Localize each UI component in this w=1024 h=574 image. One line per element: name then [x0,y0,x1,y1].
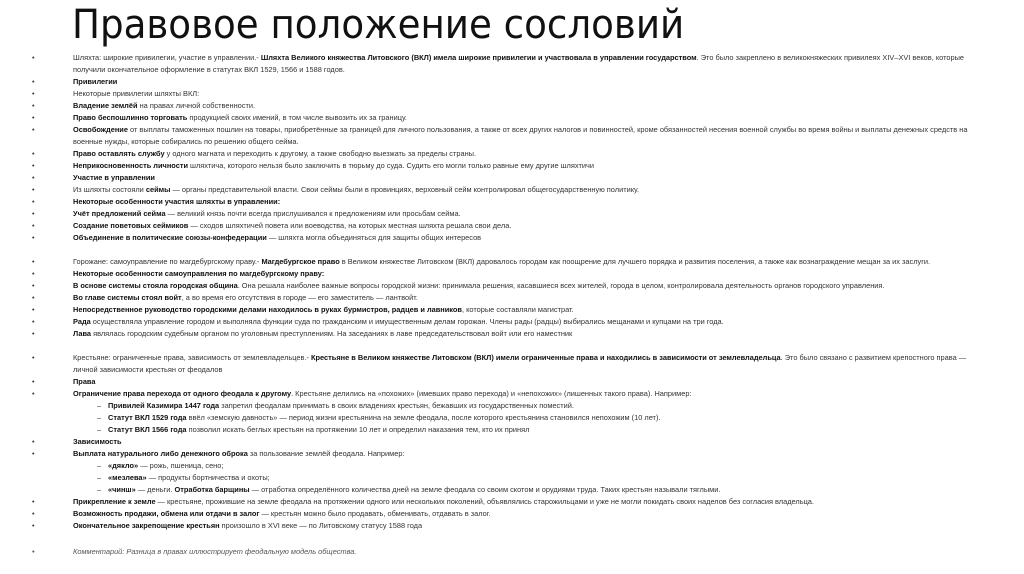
text: — органы представительной власти. Свои сеймы были в провинциях, верховный сейм контролировал общегосударственную политику. [170,185,640,194]
text: произошло в XVI веке — по Литовскому статусу 1588 года [219,521,423,530]
spacer [0,340,1000,352]
list-item [0,316,1000,328]
text: — крестьян можно было продавать, обменивать, отдавать в залог. [259,509,491,518]
list-item [0,196,1000,208]
list-item [0,208,1000,220]
bullet-marker: • [32,221,35,230]
bullet-marker: • [32,497,35,506]
sub-list-item [0,460,1000,472]
bold-text: Создание поветовых сеймиков [73,221,189,230]
text: — рожь, пшеница, сено; [138,461,224,470]
text: позволил искать беглых крестьян на протяжении 10 лет и определил наказания тем, кто их принял [186,425,530,434]
bold-text: Зависимость [73,437,122,446]
bullet-marker: • [32,149,35,158]
text: — шляхта могла объединяться для защиты общих интересов [266,233,482,242]
slide-title: Правовое положение сословий [72,2,685,48]
bold-text: Неприкосновенность личности [73,161,188,170]
sub-list-item [0,412,1000,424]
list-item [0,520,1000,532]
dash-marker: – [97,413,102,422]
bold-text: Крестьяне в Великом княжестве Литовском (ВКЛ) имели ограниченные права и находились в зависимости от землевладельца [311,353,781,362]
bullet-marker: • [32,293,35,302]
list-item [0,304,1000,316]
text: Крестьяне: ограниченные права, зависимость от землевладельцев.- [73,353,312,362]
text: — сходов шляхтичей повета или воеводства, на которых местная шляхта решала свои дела. [188,221,512,230]
bullet-marker: • [32,281,35,290]
bullet-marker: • [32,53,35,62]
bullet-marker: • [32,437,35,446]
bold-text: Права [73,377,96,386]
text: . Это было закреплено в великокняжеских привилеях XIV–XVI веков, которые получили окончательное оформление в статутах ВКЛ 1529, 1566 и 1588 годов. [73,53,965,74]
list-item [0,496,1000,508]
bullet-marker: • [32,305,35,314]
text: у одного магната и переходить к другому, а также свободно выезжать за пределы страны. [164,149,477,158]
list-item [0,52,1000,76]
bold-text: Право оставлять службу [73,149,165,158]
bold-text: Учёт предложений сейма [73,209,166,218]
bullet-marker: • [32,77,35,86]
bullet-marker: • [32,125,35,134]
spacer [0,532,1000,546]
text: Из шляхты состояли [73,185,146,194]
bold-text: «чинш» [108,485,136,494]
bullet-marker: • [32,377,35,386]
bold-text: «дякло» [108,461,139,470]
list-item [0,76,1000,88]
text: — крестьяне, прожившие на земле феодала на протяжении одного или нескольких поколений, объявлялись старожильцами и уже не могли покидать своих наделов без согласия владельца. [155,497,814,506]
bold-text: Магдебургское право [261,257,340,266]
bullet-marker: • [32,113,35,122]
bullet-marker: • [32,173,35,182]
text: являлась городским судебным органом по уголовным преступлениям. На заседаниях в лаве председательствовал войт или его наместник [91,329,573,338]
list-item [0,112,1000,124]
sub-list-item [0,484,1000,496]
list-item [0,220,1000,232]
bullet-marker: • [32,317,35,326]
text: Комментарий: Разница в правах иллюстрирует феодальную модель общества. [73,547,357,556]
text: шляхтича, которого нельзя было заключить в тюрьму до суда. Судить его могли только равные ему другие шляхтичи [188,161,594,170]
bold-text: Ограничение права перехода от одного феодала к другому [73,389,292,398]
bold-text: Право беспошлинно торговать [73,113,188,122]
bold-text: Лава [73,329,92,338]
dash-marker: – [97,401,102,410]
text: , а во время его отсутствия в городе — его заместитель — лантвойт. [181,293,418,302]
text: Шляхта: широкие привилегии, участие в управлении.- [73,53,261,62]
bold-text: Шляхта Великого княжества Литовского (ВКЛ) имела широкие привилегии и участвовала в управлении государством [260,53,697,62]
list-item [0,268,1000,280]
sub-list-item [0,472,1000,484]
dash-marker: – [97,473,102,482]
sub-list-item [0,424,1000,436]
bullet-marker: • [32,101,35,110]
bullet-marker: • [32,389,35,398]
list-item [0,508,1000,520]
list-item [0,292,1000,304]
text: . Это было связано с развитием крепостного права — личной зависимости крестьян от феодалов [73,353,967,374]
text: запретил феодалам принимать в своих владениях крестьян, бежавших из государственных поместий. [219,401,574,410]
bold-text: Непосредственное руководство городскими делами находилось в руках бурмистров, радцев и лавников [73,305,462,314]
bullet-marker: • [32,89,35,98]
bold-text: Прикрепление к земле [73,497,156,506]
bullet-marker: • [32,197,35,206]
bullet-marker: • [32,161,35,170]
bold-text: Привилегии [73,77,118,86]
list-item [0,388,1000,400]
text: — великий князь почти всегда прислушивался к предложениям или просьбам сейма. [165,209,461,218]
list-item [0,184,1000,196]
text: . Крестьяне делились на «похожих» (имевших право перехода) и «непохожих» (лишенных такого права). Например: [291,389,692,398]
bold-text: Отработка барщины [174,485,250,494]
text: от выплаты таможенных пошлин на товары, приобретённые за границей для личного пользования, а также от всех других налогов и повинностей, кроме обязанностей несения военной службы во время войны и выплаты денежных средств на военные нужды, которые собирались по решению общего сейма. [73,125,968,146]
dash-marker: – [97,461,102,470]
text: продукцией своих имений, в том числе вывозить их за границу. [187,113,407,122]
list-item [0,352,1000,376]
bold-text: Некоторые особенности участия шляхты в управлении: [73,197,281,206]
list-item [0,88,1000,100]
bullet-marker: • [32,353,35,362]
list-item [0,436,1000,448]
text: — продукты бортничества и охоты; [146,473,270,482]
list-item [0,280,1000,292]
list-item [0,148,1000,160]
bold-text: Возможность продажи, обмена или отдачи в залог [73,509,260,518]
bold-text: «мезлева» [108,473,147,482]
text: — отработка определённого количества дней на земле феодала со своим скотом и орудиями труда. Таких крестьян называли тяглыми. [249,485,721,494]
text: ввёл «земскую давность» — период жизни крестьянина на земле феодала, после которого крестьянина становился непохожим (10 лет). [186,413,661,422]
bullet-marker: • [32,233,35,242]
list-item [0,232,1000,244]
bold-text: сеймы [145,185,171,194]
bold-text: Во главе системы стоял войт [73,293,182,302]
text: осуществляла управление городом и выполняла функции суда по гражданским и имущественным делам горожан. Члены рады (радцы) выбирались мещанами и купцами на три года. [90,317,724,326]
text: . Она решала наиболее важные вопросы городской жизни: принимала решения, касавшиеся всех жителей, города в целом, контролировала деятельность органов городского управления. [237,281,885,290]
text: за пользование землёй феодала. Например: [247,449,405,458]
bullet-marker: • [32,185,35,194]
bullet-marker: • [32,521,35,530]
list-item [0,100,1000,112]
bold-text: Привилей Казимира 1447 года [108,401,220,410]
text: , которые составляли магистрат. [461,305,574,314]
bold-text: Владение землёй [73,101,138,110]
sub-list-item [0,400,1000,412]
bold-text: Участие в управлении [73,173,155,182]
list-item [0,172,1000,184]
bold-text: Статут ВКЛ 1566 года [108,425,187,434]
bullet-marker: • [32,329,35,338]
bold-text: Окончательное закрепощение крестьян [73,521,220,530]
text: Горожане: самоуправление по магдебургскому праву.- [73,257,262,266]
spacer [0,244,1000,256]
dash-marker: – [97,485,102,494]
text: в Великом княжестве Литовском (ВКЛ) даровалось городам как поощрение для лучшего порядка и развития поселения, а также как вознаграждение мещан за их заслуги. [339,257,931,266]
bullet-marker: • [32,257,35,266]
bullet-marker: • [32,449,35,458]
bold-text: Выплата натурального либо денежного оброка [73,449,248,458]
text: на правах личной собственности. [137,101,256,110]
list-item [0,546,1000,558]
bold-text: Объединение в политические союзы-конфедерации [73,233,267,242]
bold-text: В основе системы стояла городская община [73,281,238,290]
text: — деньги. [135,485,175,494]
list-item [0,160,1000,172]
bullet-list [0,52,1000,558]
list-item [0,328,1000,340]
bullet-marker: • [32,269,35,278]
bullet-marker: • [32,547,35,556]
bold-text: Освобождение [73,125,128,134]
bullet-marker: • [32,209,35,218]
list-item [0,376,1000,388]
list-item [0,124,1000,148]
list-item [0,448,1000,460]
list-item [0,256,1000,268]
bold-text: Некоторые особенности самоуправления по магдебургскому праву: [73,269,325,278]
bullet-marker: • [32,509,35,518]
text: Некоторые привилегии шляхты ВКЛ: [73,89,200,98]
dash-marker: – [97,425,102,434]
bold-text: Рада [73,317,91,326]
bold-text: Статут ВКЛ 1529 года [108,413,187,422]
